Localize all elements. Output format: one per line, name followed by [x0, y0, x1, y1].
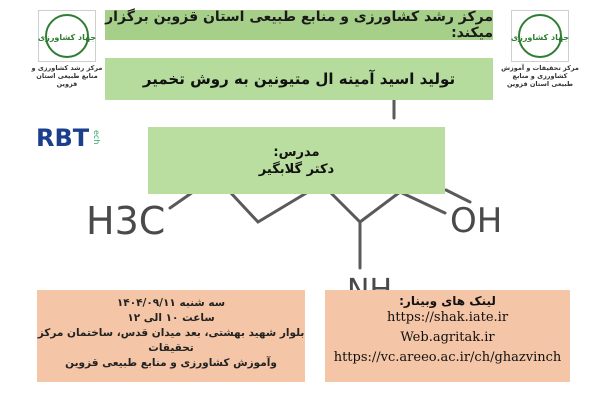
- teacher-box: [148, 127, 445, 194]
- jahad-logo-left: [38, 10, 96, 62]
- event-address-line1: بلوار شهید بهشتی، بعد میدان قدس، ساختمان مرکز تحقیقات: [37, 327, 305, 354]
- jahad-logo-word: جهاد کشاورزی: [37, 33, 97, 42]
- rbt-logo-text: RBT: [36, 124, 90, 152]
- webinar-link[interactable]: https://vc.areeo.ac.ir/ch/ghazvinch: [333, 350, 562, 365]
- jahad-logo-right: [511, 10, 569, 62]
- jahad-emblem-icon: [39, 11, 95, 61]
- h3c-label: H3C: [86, 199, 166, 243]
- teacher-name: دکتر گلابگیر: [258, 161, 335, 177]
- jahad-logo-right-caption: مرکز تحقیقات و آموزش کشاورزی و منابع طبیعی استان قزوین: [501, 64, 579, 88]
- event-info-box: [37, 290, 305, 382]
- header-banner: [105, 10, 493, 40]
- jahad-logo-word: جهاد کشاورزی: [510, 33, 570, 42]
- jahad-emblem-icon: [512, 11, 568, 61]
- teacher-label: مدرس:: [273, 144, 320, 160]
- webinar-link[interactable]: Web.agritak.ir: [400, 330, 495, 345]
- event-address-line2: وآموزش کشاورزی و منابع طبیعی قزوین: [65, 357, 277, 369]
- jahad-logo-left-caption: مرکز رشد کشاورزی و منابع طبیعی استان قزوین: [31, 64, 103, 88]
- header-text: مرکز رشد کشاورزی و منابع طبیعی استان قزوین برگزار میکند:: [105, 9, 493, 41]
- oh-label: OH: [450, 201, 503, 241]
- webinar-link[interactable]: https://shak.iate.ir: [386, 310, 509, 325]
- rbt-logo: [36, 122, 101, 152]
- rbt-logo-sub: ech: [92, 130, 101, 145]
- title-banner: [105, 58, 493, 100]
- links-title: لینک های وبینار:: [399, 294, 496, 308]
- webinar-links-box: [325, 290, 570, 382]
- event-date: سه شنبه ۱۴۰۴/۰۹/۱۱: [116, 297, 226, 309]
- webinar-title: تولید اسید آمینه ال متیونین به روش تخمیر: [142, 70, 456, 88]
- event-time: ساعت ۱۰ الی ۱۲: [127, 312, 215, 324]
